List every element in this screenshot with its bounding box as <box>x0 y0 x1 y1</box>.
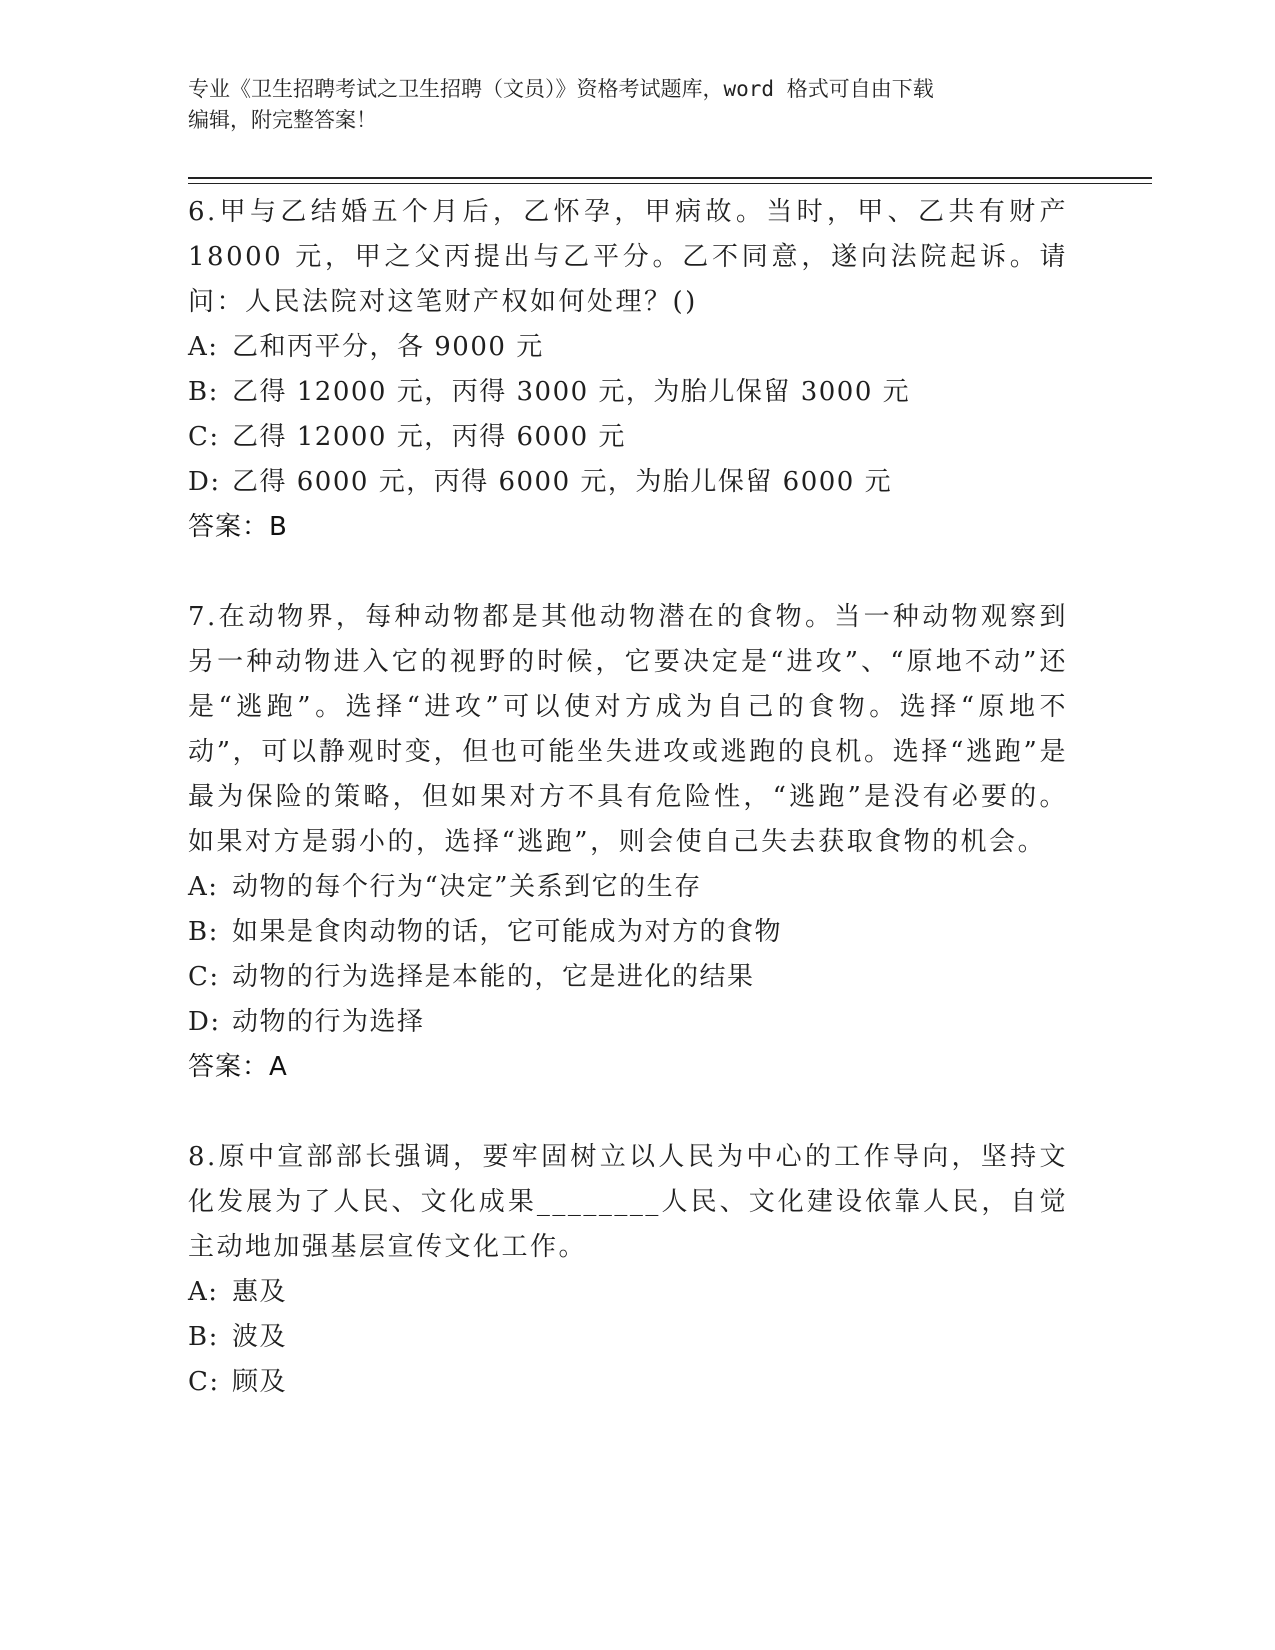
option-text: 动物的行为选择是本能的，它是进化的结果 <box>232 962 755 992</box>
answer-line: 答案：A <box>188 1052 288 1082</box>
option-b <box>188 1315 1068 1360</box>
question-stem: 7.在动物界，每种动物都是其他动物潜在的食物。当一种动物观察到另一种动物进入它的视野的时候，它要决定是“进攻”、“原地不动”还是“逃跑”。选择“进攻”可以使对方成为自己的食物。选择“原地不动”，可以静观时变，但也可能坐失进攻或逃跑的良机。选择“逃跑”是最为保险的策略，但如果对方不具有危险性，“逃跑”是没有必要的。如果对方是弱小的，选择“逃跑”，则会使自己失去获取食物的机会。 <box>188 602 1068 857</box>
option-letter: B: <box>188 1322 219 1352</box>
option-text: 乙得 12000 元，丙得 3000 元，为胎儿保留 3000 元 <box>232 377 911 407</box>
option-c <box>188 1360 1068 1405</box>
option-letter: A: <box>188 1277 219 1307</box>
question-8 <box>188 1135 1068 1405</box>
header-divider-thin <box>188 183 1152 184</box>
option-c <box>188 415 1068 460</box>
option-c <box>188 955 1068 1000</box>
option-letter: B: <box>188 377 219 407</box>
option-letter: C: <box>188 422 220 452</box>
page-header <box>188 74 1068 136</box>
option-text: 顾及 <box>232 1367 288 1397</box>
option-b <box>188 370 1068 415</box>
header-line-1: 专业《卫生招聘考试之卫生招聘（文员）》资格考试题库，word 格式可自由下载 <box>188 77 934 101</box>
option-a <box>188 1270 1068 1315</box>
option-a <box>188 325 1068 370</box>
answer-line: 答案：B <box>188 512 288 542</box>
question-7 <box>188 595 1068 1090</box>
question-spacer <box>188 550 1068 595</box>
option-letter: C: <box>188 1367 220 1397</box>
option-text: 如果是食肉动物的话，它可能成为对方的食物 <box>232 917 783 947</box>
option-letter: A: <box>188 332 219 362</box>
question-stem: 8.原中宣部部长强调，要牢固树立以人民为中心的工作导向，坚持文化发展为了人民、文化成果________人民、文化建设依靠人民，自觉主动地加强基层宣传文化工作。 <box>188 1142 1068 1262</box>
option-text: 乙得 12000 元，丙得 6000 元 <box>232 422 626 452</box>
option-text: 动物的每个行为“决定”关系到它的生存 <box>232 872 702 902</box>
option-text: 动物的行为选择 <box>232 1007 425 1037</box>
question-stem: 6.甲与乙结婚五个月后，乙怀孕，甲病故。当时，甲、乙共有财产18000 元，甲之父丙提出与乙平分。乙不同意，遂向法院起诉。请问：人民法院对这笔财产权如何处理？() <box>188 197 1068 317</box>
option-a <box>188 865 1068 910</box>
header-line-2: 编辑，附完整答案！ <box>188 108 377 132</box>
option-text: 波及 <box>232 1322 288 1352</box>
header-divider-thick <box>188 177 1152 179</box>
option-text: 乙得 6000 元，丙得 6000 元，为胎儿保留 6000 元 <box>232 467 893 497</box>
option-letter: D: <box>188 467 221 497</box>
option-b <box>188 910 1068 955</box>
option-letter: B: <box>188 917 219 947</box>
question-list <box>188 190 1068 1405</box>
question-spacer <box>188 1090 1068 1135</box>
option-d <box>188 1000 1068 1045</box>
option-text: 惠及 <box>232 1277 288 1307</box>
option-letter: C: <box>188 962 220 992</box>
option-letter: A: <box>188 872 219 902</box>
option-text: 乙和丙平分，各 9000 元 <box>232 332 544 362</box>
option-d <box>188 460 1068 505</box>
option-letter: D: <box>188 1007 221 1037</box>
question-6 <box>188 190 1068 550</box>
